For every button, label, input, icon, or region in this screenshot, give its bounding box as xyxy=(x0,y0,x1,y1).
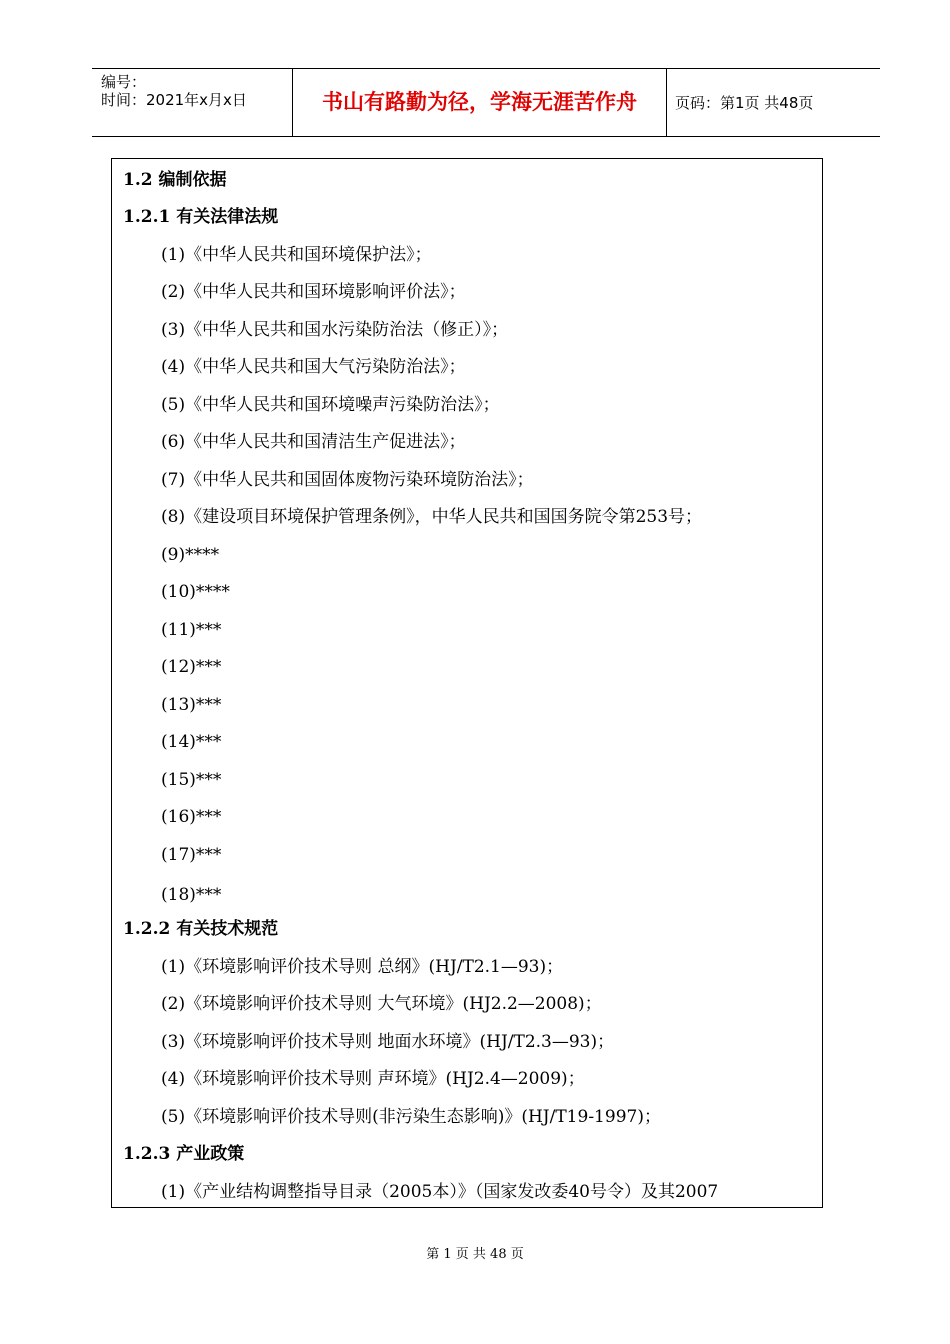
list-item: (16)*** xyxy=(161,807,222,827)
list-item: (2)《环境影响评价技术导则 大气环境》(HJ2.2—2008)； xyxy=(161,994,602,1014)
list-item: (11)*** xyxy=(161,620,222,640)
subsection-heading: 1.2.1 有关法律法规 xyxy=(123,207,279,227)
list-item: (4)《中华人民共和国大气污染防治法》； xyxy=(161,357,466,377)
list-item: (14)*** xyxy=(161,732,222,752)
list-item: (3)《环境影响评价技术导则 地面水环境》(HJ/T2.3—93)； xyxy=(161,1032,615,1052)
header-page-label: 页码：第1页 共48页 xyxy=(675,94,814,112)
list-item: (17)*** xyxy=(161,845,222,865)
page-footer: 第 1 页 共 48 页 xyxy=(426,1247,524,1262)
list-item: (18)*** xyxy=(161,885,222,905)
list-item: (1)《产业结构调整指导目录（2005本）》（国家发改委40号令）及其2007 xyxy=(161,1182,719,1202)
content-box xyxy=(111,158,823,1208)
header-motto: 书山有路勤为径，学海无涯苦作舟 xyxy=(322,90,637,114)
list-item: (9)**** xyxy=(161,545,220,565)
list-item: (5)《环境影响评价技术导则(非污染生态影响)》(HJ/T19-1997)； xyxy=(161,1107,661,1127)
list-item: (1)《环境影响评价技术导则 总纲》(HJ/T2.1—93)； xyxy=(161,957,564,977)
list-item: (10)**** xyxy=(161,582,230,602)
list-item: (1)《中华人民共和国环境保护法》； xyxy=(161,245,432,265)
list-item: (6)《中华人民共和国清洁生产促进法》； xyxy=(161,432,466,452)
document-time-label: 时间：2021年x月x日 xyxy=(101,91,247,109)
list-item: (13)*** xyxy=(161,695,222,715)
subsection-heading: 1.2.3 产业政策 xyxy=(123,1144,245,1164)
list-item: (3)《中华人民共和国水污染防治法（修正）》； xyxy=(161,320,509,340)
header-motto-cell xyxy=(292,69,667,136)
list-item: (7)《中华人民共和国固体废物污染环境防治法》； xyxy=(161,470,534,490)
header-page-cell xyxy=(666,69,880,136)
header-info-cell xyxy=(92,69,292,136)
list-item: (8)《建设项目环境保护管理条例》，中华人民共和国国务院令第253号； xyxy=(161,507,703,527)
document-number-label: 编号： xyxy=(101,73,147,91)
list-item: (15)*** xyxy=(161,770,222,790)
list-item: (2)《中华人民共和国环境影响评价法》； xyxy=(161,282,466,302)
document-header xyxy=(92,68,880,137)
section-heading: 1.2 编制依据 xyxy=(123,170,227,190)
subsection-heading: 1.2.2 有关技术规范 xyxy=(123,919,279,939)
list-item: (4)《环境影响评价技术导则 声环境》(HJ2.4—2009)； xyxy=(161,1069,585,1089)
list-item: (12)*** xyxy=(161,657,222,677)
list-item: (5)《中华人民共和国环境噪声污染防治法》； xyxy=(161,395,500,415)
